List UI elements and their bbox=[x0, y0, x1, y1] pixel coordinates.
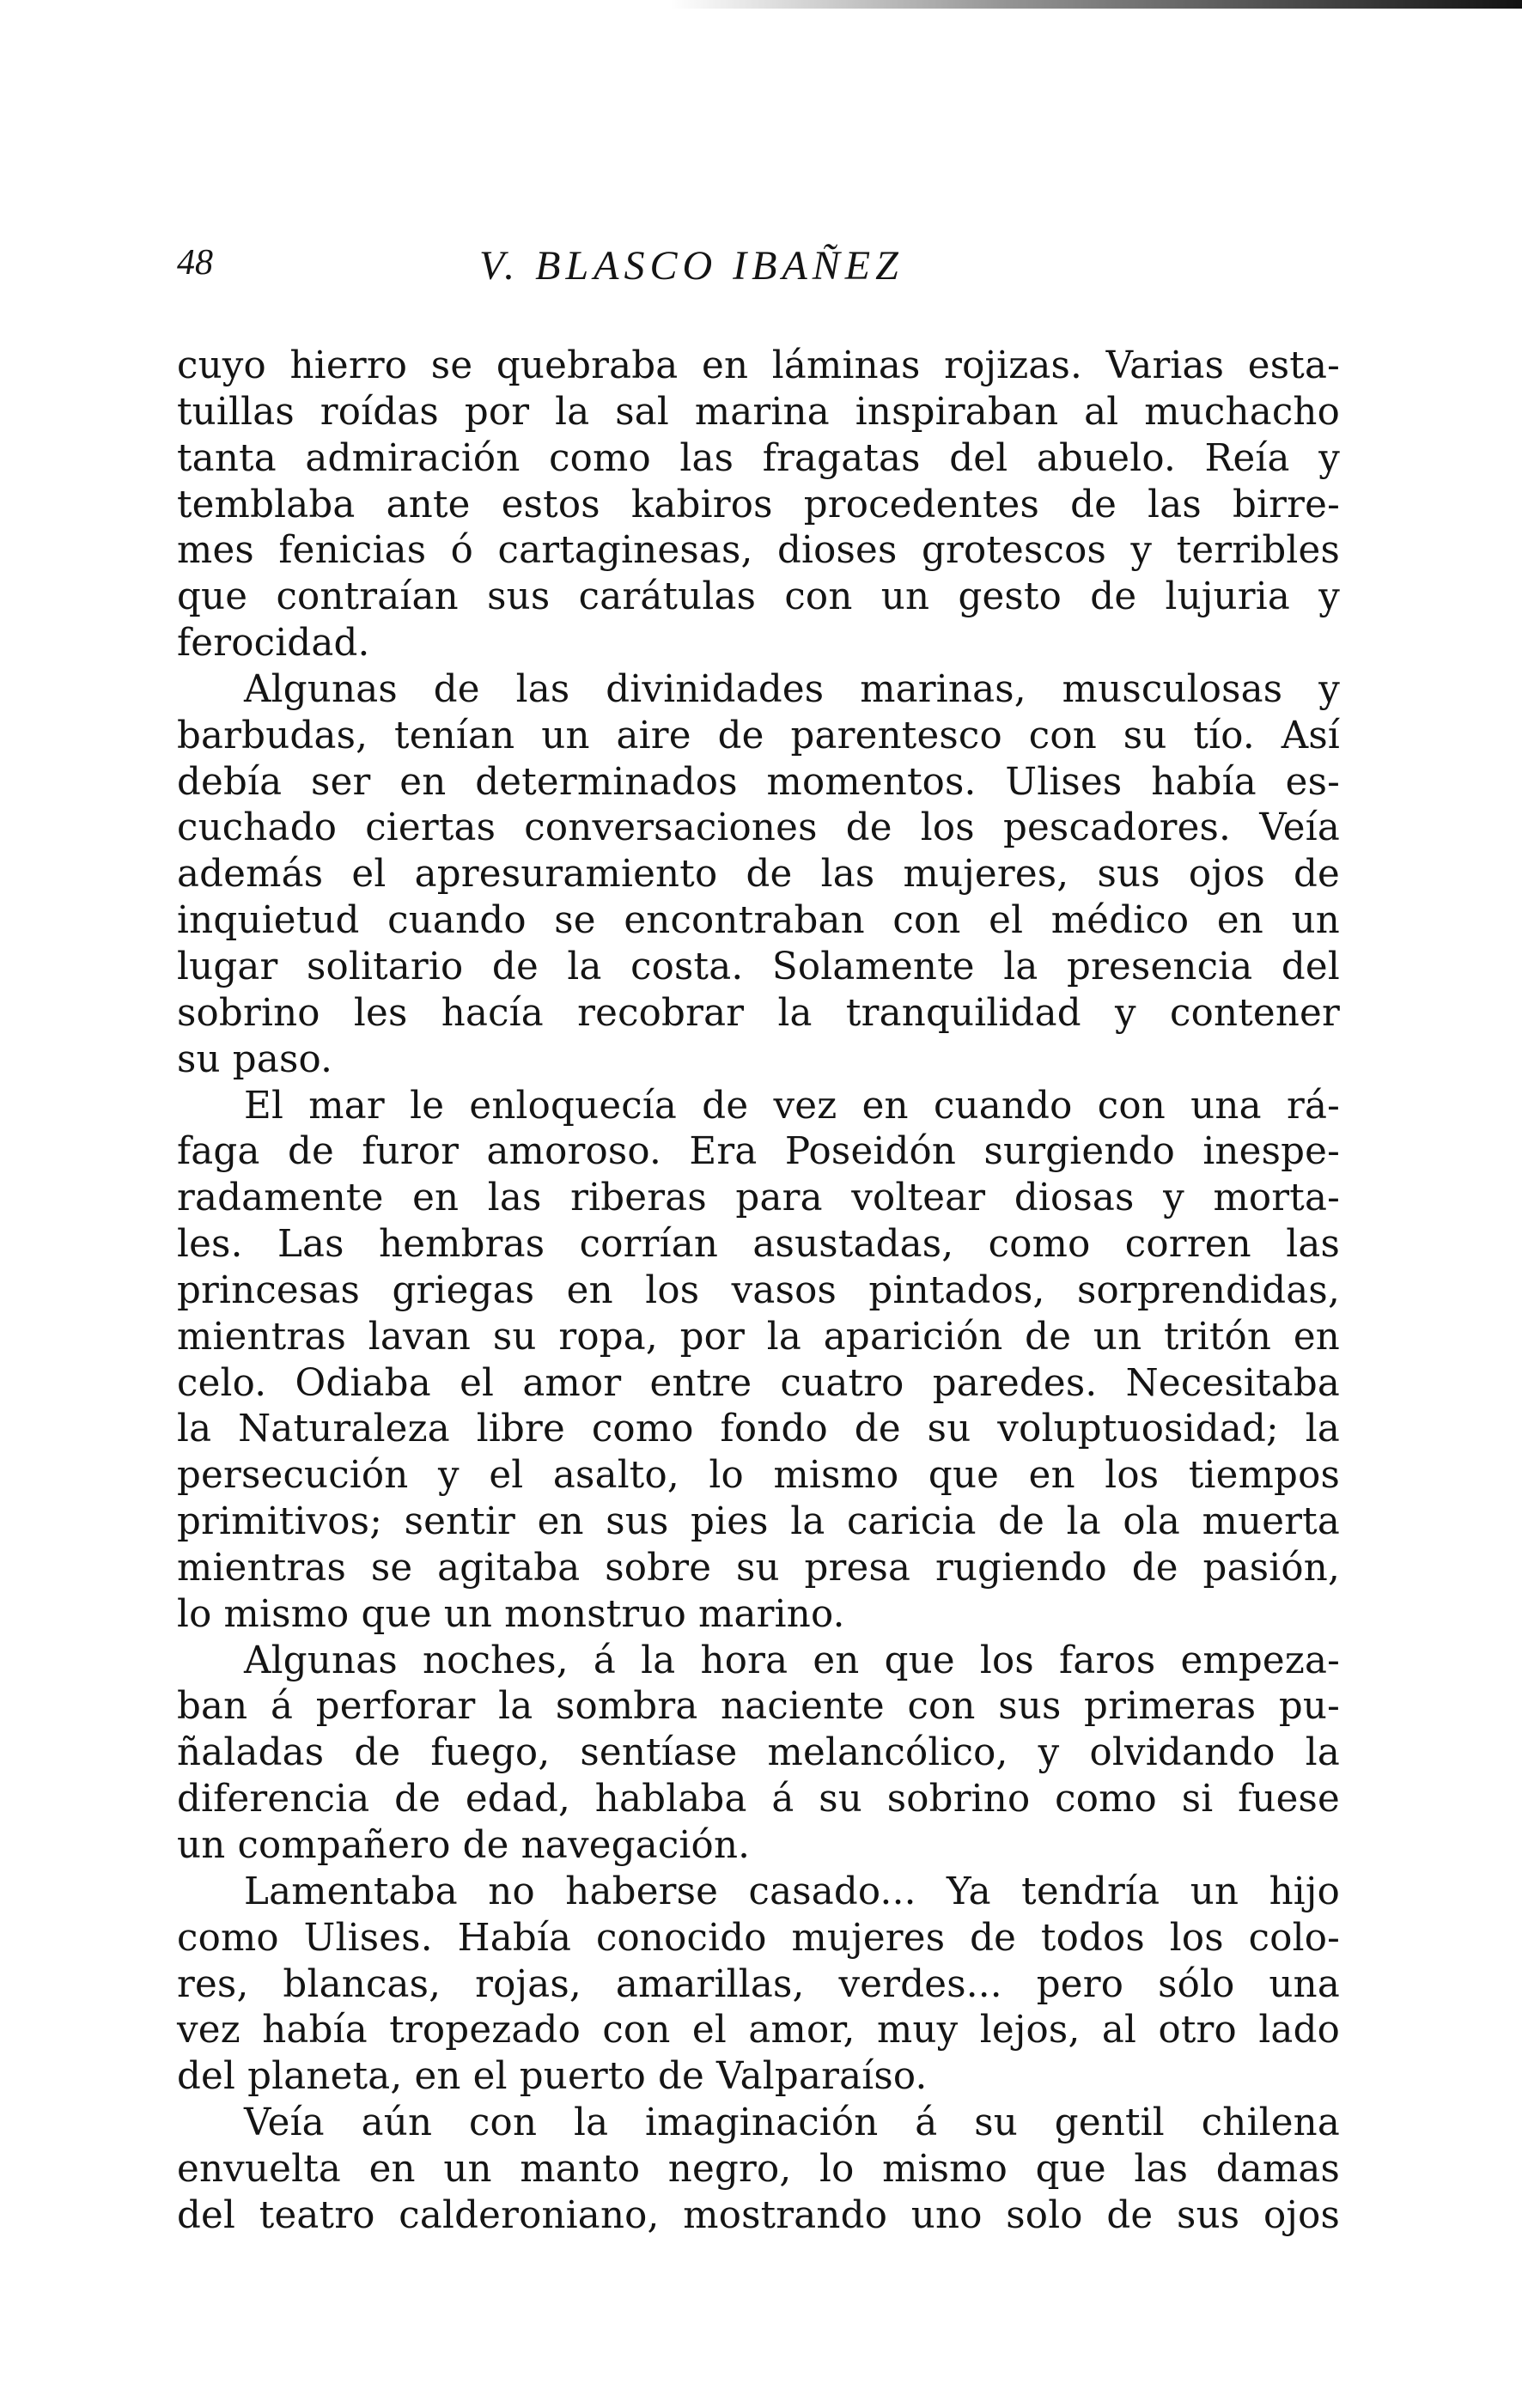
text-line: primitivos; sentir en sus pies la caricia de la ola muerta bbox=[177, 1500, 1340, 1544]
text-line: mientras se agitaba sobre su presa rugiendo de pasión, bbox=[177, 1546, 1340, 1590]
text-line: radamente en las riberas para voltear diosas y morta- bbox=[177, 1177, 1340, 1220]
text-line: diferencia de edad, hablaba á su sobrino como si fuese bbox=[177, 1778, 1340, 1821]
text-line: res, blancas, rojas, amarillas, verdes... pero sólo una bbox=[177, 1962, 1340, 2006]
page-number: 48 bbox=[177, 243, 213, 283]
text-line: les. Las hembras corrían asustadas, como corren las bbox=[177, 1223, 1340, 1267]
text-line: un compañero de navegación. bbox=[177, 1824, 751, 1867]
text-line: cuchado ciertas conversaciones de los pescadores. Veía bbox=[177, 806, 1340, 850]
text-line: que contraían sus carátulas con un gesto de lujuria y bbox=[177, 575, 1340, 619]
running-head: V. BLASCO IBAÑEZ bbox=[479, 243, 904, 289]
text-line: mes fenicias ó cartaginesas, dioses grotescos y terribles bbox=[177, 529, 1340, 573]
page-edge-rule bbox=[670, 0, 1522, 9]
text-line: envuelta en un manto negro, lo mismo que las damas bbox=[177, 2147, 1340, 2191]
text-line: El mar le enloquecía de vez en cuando con una rá- bbox=[244, 1084, 1340, 1128]
text-line: faga de furor amoroso. Era Poseidón surgiendo inespe- bbox=[177, 1130, 1340, 1174]
text-line: mientras lavan su ropa, por la aparición de un tritón en bbox=[177, 1315, 1340, 1359]
text-line: su paso. bbox=[177, 1037, 333, 1081]
text-line: además el apresuramiento de las mujeres, sus ojos de bbox=[177, 853, 1340, 897]
text-line: ferocidad. bbox=[177, 622, 370, 666]
text-line: lugar solitario de la costa. Solamente la presencia del bbox=[177, 945, 1340, 988]
text-line: vez había tropezado con el amor, muy lejos, al otro lado bbox=[177, 2009, 1340, 2052]
text-line: como Ulises. Había conocido mujeres de todos los colo- bbox=[177, 1916, 1340, 1960]
text-line: barbudas, tenían un aire de parentesco con su tío. Así bbox=[177, 714, 1340, 757]
text-line: ban á perforar la sombra naciente con sus primeras pu- bbox=[177, 1685, 1340, 1729]
text-line: sobrino les hacía recobrar la tranquilidad y contener bbox=[177, 991, 1340, 1035]
text-line: lo mismo que un monstruo marino. bbox=[177, 1592, 845, 1636]
text-line: ñaladas de fuego, sentíase melancólico, y olvidando la bbox=[177, 1731, 1340, 1775]
text-line: celo. Odiaba el amor entre cuatro paredes. Necesitaba bbox=[177, 1361, 1340, 1405]
text-line: temblaba ante estos kabiros procedentes de las birre- bbox=[177, 483, 1340, 526]
page-header bbox=[177, 242, 1345, 302]
text-line: Lamentaba no haberse casado... Ya tendría un hijo bbox=[244, 1870, 1340, 1913]
text-line: del teatro calderoniano, mostrando uno solo de sus ojos bbox=[177, 2193, 1340, 2237]
text-line: la Naturaleza libre como fondo de su voluptuosidad; la bbox=[177, 1408, 1340, 1451]
text-line: princesas griegas en los vasos pintados, sorprendidas, bbox=[177, 1268, 1340, 1312]
text-line: debía ser en determinados momentos. Ulises había es- bbox=[177, 760, 1340, 804]
body-text bbox=[177, 344, 1340, 2240]
text-line: inquietud cuando se encontraban con el médico en un bbox=[177, 899, 1340, 943]
text-line: del planeta, en el puerto de Valparaíso. bbox=[177, 2055, 928, 2099]
text-line: tuillas roídas por la sal marina inspiraban al muchacho bbox=[177, 390, 1340, 434]
text-line: persecución y el asalto, lo mismo que en los tiempos bbox=[177, 1454, 1340, 1498]
text-line: tanta admiración como las fragatas del abuelo. Reía y bbox=[177, 436, 1340, 480]
text-line: cuyo hierro se quebraba en láminas rojizas. Varias esta- bbox=[177, 344, 1340, 387]
text-line: Veía aún con la imaginación á su gentil chilena bbox=[244, 2101, 1340, 2145]
text-line: Algunas de las divinidades marinas, musculosas y bbox=[244, 667, 1340, 711]
text-line: Algunas noches, á la hora en que los faros empeza- bbox=[244, 1639, 1340, 1682]
